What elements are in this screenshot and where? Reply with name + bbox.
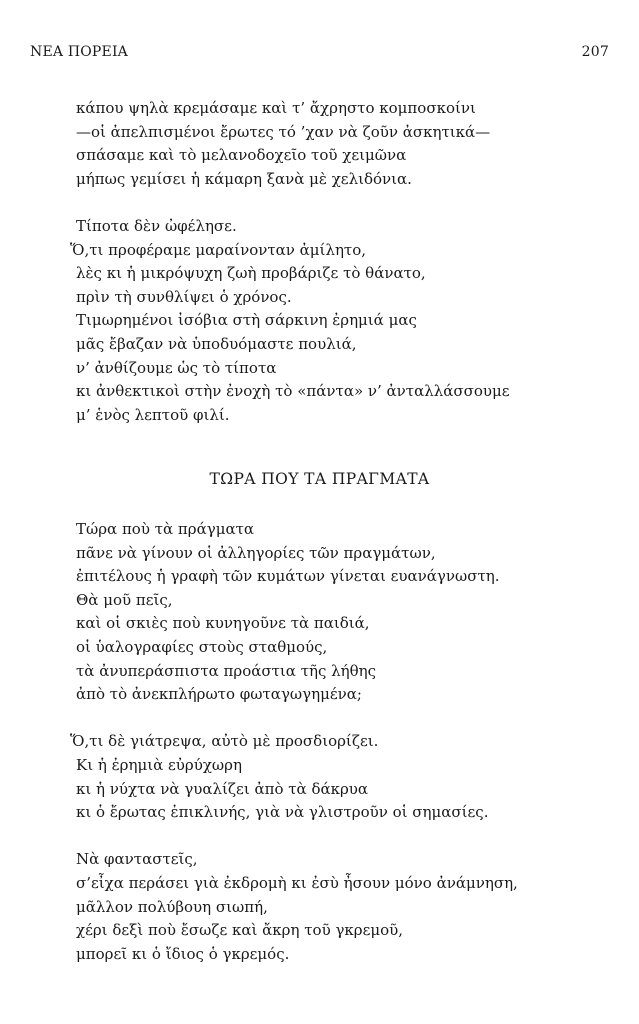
poem-line: κι ὁ ἔρωτας ἐπικλινής, γιὰ νὰ γλιστροῦν οἱ σημασίες.: [76, 803, 489, 822]
poem-line: χέρι δεξὶ ποὺ ἔσωζε καὶ ἄκρη τοῦ γκρεμοῦ,: [76, 921, 404, 940]
poem-two: [70, 518, 619, 966]
poem-line: Τίποτα δὲν ὠφέλησε.: [76, 216, 237, 235]
poem-line: κάπου ψηλὰ κρεμάσαμε καὶ τ’ ἄχρηστο κομποσκοίνι: [76, 99, 476, 117]
poem-title: ΤΩΡΑ ΠΟΥ ΤΑ ΠΡΑΓΜΑΤΑ: [209, 470, 430, 488]
poem-line: Νὰ φανταστεῖς,: [76, 850, 198, 869]
poem-line: —οἱ ἀπελπισμένοι ἔρωτες τό ’χαν νὰ ζοῦν ἀσκητικά—: [76, 122, 491, 141]
poem-line: πρὶν τὴ συνθλίψει ὁ χρόνος.: [76, 287, 292, 306]
stanza-break: [76, 825, 619, 849]
poem-line: καὶ οἱ σκιὲς ποὺ κυνηγοῦνε τὰ παιδιά,: [76, 614, 370, 633]
poem-line: Ὅ,τι δὲ γιάτρεψα, αὐτὸ μὲ προσδιορίζει.: [70, 732, 379, 751]
poem-line: μᾶλλον πολύβουη σιωπή,: [76, 897, 268, 916]
poem-line: σπάσαμε καὶ τὸ μελανοδοχεῖο τοῦ χειμῶνα: [76, 146, 407, 165]
poem-line: ἀπὸ τὸ ἀνεκπλήρωτο φωταγωγημένα;: [76, 685, 362, 704]
poem-line: Θὰ μοῦ πεῖς,: [76, 590, 173, 609]
poem-line: κι ἡ νύχτα νὰ γυαλίζει ἀπὸ τὰ δάκρυα: [76, 779, 369, 798]
running-title: ΝΕΑ ΠΟΡΕΙΑ: [30, 44, 128, 60]
stanza-break: [76, 191, 619, 215]
poem-line: Τώρα ποὺ τὰ πράγματα: [76, 520, 255, 538]
poem-line: σ’εἶχα περάσει γιὰ ἐκδρομὴ κι ἐσὺ ἦσουν μόνο ἀνάμνηση,: [76, 873, 518, 892]
poem-line: μ’ ἑνὸς λεπτοῦ φιλί.: [76, 405, 230, 424]
poem-line: Ὅ,τι προφέραμε μαραίνονταν ἀμίλητο,: [70, 240, 367, 259]
poem-line: ἐπιτέλους ἡ γραφὴ τῶν κυμάτων γίνεται ευανάγνωστη.: [76, 567, 500, 586]
poem-line: μήπως γεμίσει ἡ κάμαρη ξανὰ μὲ χελιδόνια.: [76, 169, 412, 188]
poem-line: μᾶς ἔβαζαν νὰ ὑποδυόμαστε πουλιά,: [76, 334, 357, 353]
poem-line: οἱ ὑαλογραφίες στοὺς σταθμούς,: [76, 637, 328, 656]
page-number: 207: [581, 44, 609, 60]
poem-line: τὰ ἀνυπεράσπιστα προάστια τῆς λήθης: [76, 661, 377, 680]
poem-line: μπορεῖ κι ὁ ἴδιος ὁ γκρεμός.: [76, 944, 290, 963]
poem-line: Κι ἡ ἐρημιὰ εὐρύχωρη: [76, 755, 242, 774]
poem-line: κι ἀνθεκτικοὶ στὴν ἐνοχὴ τὸ «πάντα» ν’ ἀνταλλάσσουμε: [76, 382, 510, 401]
stanza-break: [76, 707, 619, 731]
poem-line: ν’ ἀνθίζουμε ὡς τὸ τίποτα: [76, 358, 277, 377]
poem-line: Τιμωρημένοι ἰσόβια στὴ σάρκινη ἐρημιά μας: [76, 311, 417, 330]
running-header: [30, 42, 609, 62]
poem-line: λὲς κι ἡ μικρόψυχη ζωὴ προβάριζε τὸ θάνατο,: [76, 264, 426, 283]
poem-one-continuation: [70, 97, 619, 427]
poem-line: πᾶνε νὰ γίνουν οἱ ἀλληγορίες τῶν πραγμάτων,: [76, 543, 436, 562]
